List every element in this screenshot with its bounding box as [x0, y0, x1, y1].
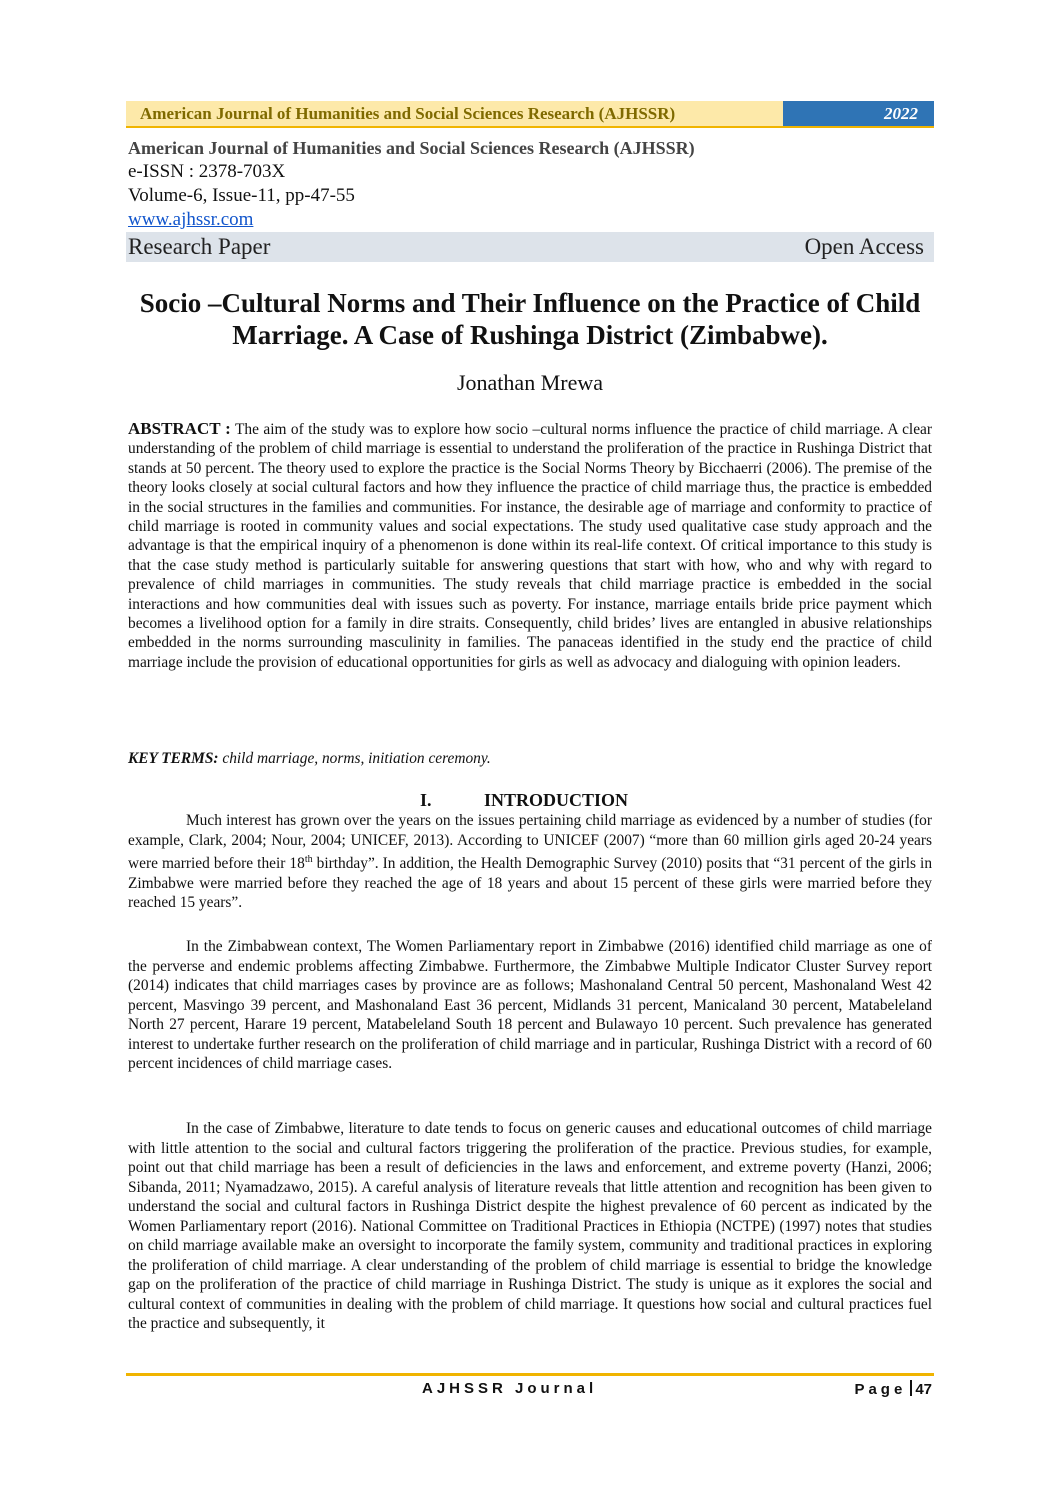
footer-divider [126, 1373, 934, 1376]
abstract-label: ABSTRACT : [128, 419, 231, 438]
journal-name: American Journal of Humanities and Social Sciences Research (AJHSSR) [128, 138, 695, 158]
paragraph-text: birthday”. In addition, the Health Demographic Survey (2010) posits that “31 percent of the girls in Zimbabwe were married before they reached the age of 18 years and about 15 percent of these girls were married before they reached 15 years”. [128, 855, 933, 912]
journal-meta [128, 136, 934, 232]
key-terms-text: child marriage, norms, initiation ceremony. [222, 750, 491, 767]
journal-website-link[interactable]: www.ajhssr.com [128, 209, 254, 230]
footer-page-label: Page [854, 1381, 907, 1398]
footer-separator [910, 1380, 912, 1396]
paper-type: Research Paper [128, 234, 271, 259]
key-terms [128, 749, 932, 768]
abstract-text: The aim of the study was to explore how socio –cultural norms influence the practice of child marriage. A clear understanding of the problem of child marriage is essential to understand the proliferation of the practice in Rushinga District that stands at 50 percent. The theory used to explore the practice is the Social Norms Theory by Bicchaerri (2006). The premise of the theory looks closely at social cultural factors and how they influence the practice of child marriage thus, the practice is embedded in the social structures in the families and communities. For instance, the desirable age of marriage and conformity to practice of child marriage is rooted in community values and social expectations. The study used qualitative case study approach and the advantage is that the empirical inquiry of a phenomenon is done within its real-life context. Of critical importance to this study is that the case study method is particularly suitable for answering questions that start with how, who and why with regard to prevalence of child marriages in communities. The study reveals that child marriage practice is embedded in the social interactions and how communities deal with issues such as poverty. For instance, marriage entails bride price payment which becomes a livelihood option for a family in dire straits. Consequently, child brides’ lives are entangled in abusive relationships embedded in the norms surrounding masculinity in families. The panaceas identified in the study end the practice of child marriage include the provision of educational opportunities for girls as well as advocacy and dialoguing with opinion leaders. [128, 421, 932, 671]
author-name: Jonathan Mrewa [456, 370, 603, 395]
page-footer [126, 1380, 934, 1402]
volume-issue: Volume-6, Issue-11, pp-47-55 [128, 185, 355, 206]
journal-header-bar [126, 101, 934, 128]
paragraph [128, 811, 932, 913]
eissn: e-ISSN : 2378-703X [128, 161, 286, 182]
footer-journal: AJHSSR Journal [422, 1380, 598, 1397]
journal-header-title: American Journal of Humanities and Social Sciences Research (AJHSSR) [126, 101, 783, 126]
footer-page-number: 47 [915, 1381, 932, 1398]
journal-header-year: 2022 [783, 101, 934, 126]
superscript: th [304, 854, 313, 865]
abstract [128, 419, 932, 672]
section-name: INTRODUCTION [484, 790, 629, 810]
paper-title: Socio –Cultural Norms and Their Influence on the Practice of Child Marriage. A Case of Rushinga District (Zimbabwe). [139, 288, 921, 350]
key-terms-label: KEY TERMS: [128, 750, 219, 767]
footer-page [854, 1380, 932, 1398]
access-type: Open Access [804, 234, 924, 259]
paragraph: In the Zimbabwean context, The Women Parliamentary report in Zimbabwe (2016) identified child marriage as one of the perverse and endemic problems affecting Zimbabwe. Furthermore, the Zimbabwe Multiple Indicator Cluster Survey report (2014) indicates that child marriages cases by province are as follows; Mashonaland Central 50 percent, Mashonaland West 42 percent, Masvingo 39 percent, and Mashonaland East 36 percent, Midlands 31 percent, Manicaland 30 percent, Matabeleland North 27 percent, Harare 19 percent, Matabeleland South 18 percent and Bulawayo 10 percent. Such prevalence has generated interest to undertake further research on the proliferation of child marriage and in particular, Rushinga District with a record of 60 percent incidences of child marriage cases. [128, 938, 932, 1072]
section-number: I. [420, 790, 432, 810]
paragraph: In the case of Zimbabwe, literature to date tends to focus on generic causes and educational outcomes of child marriage with little attention to the social and cultural factors triggering the proliferation of the practice. Previous studies, for example, point out that child marriage has been a result of deficiencies in the laws and enforcement, and extreme poverty (Hanzi, 2006; Sibanda, 2011; Nyamadzawo, 2015). A careful analysis of literature reveals that little attention and recognition has been given to understand the social and cultural factors in Rushinga District despite the highest prevalence of 60 percent as indicated by the Women Parliamentary report (2016). National Committee on Traditional Practices in Ethiopia (NCTPE) (1997) notes that studies on child marriage available make an oversight to incorporate the family system, community and traditional practices in exploring the proliferation of child marriage. A clear understanding of the problem of child marriage is essential to bridge the knowledge gap on the proliferation of the practice of child marriage in Rushinga District. The study is unique as it explores the social and cultural context of communities in dealing with the problem of child marriage. It questions how social and cultural practices fuel the practice and subsequently, it [128, 1120, 932, 1332]
paper-type-bar [126, 232, 934, 262]
paragraph-text: Much interest has grown over the years on the issues pertaining child marriage as evidenced by a number of studies (for example, Clark, 2004; Nour, 2004; UNICEF, 2013). According to UNICEF (2007) “more than 60 million girls aged 20-24 years were married before their 18 [128, 812, 932, 873]
